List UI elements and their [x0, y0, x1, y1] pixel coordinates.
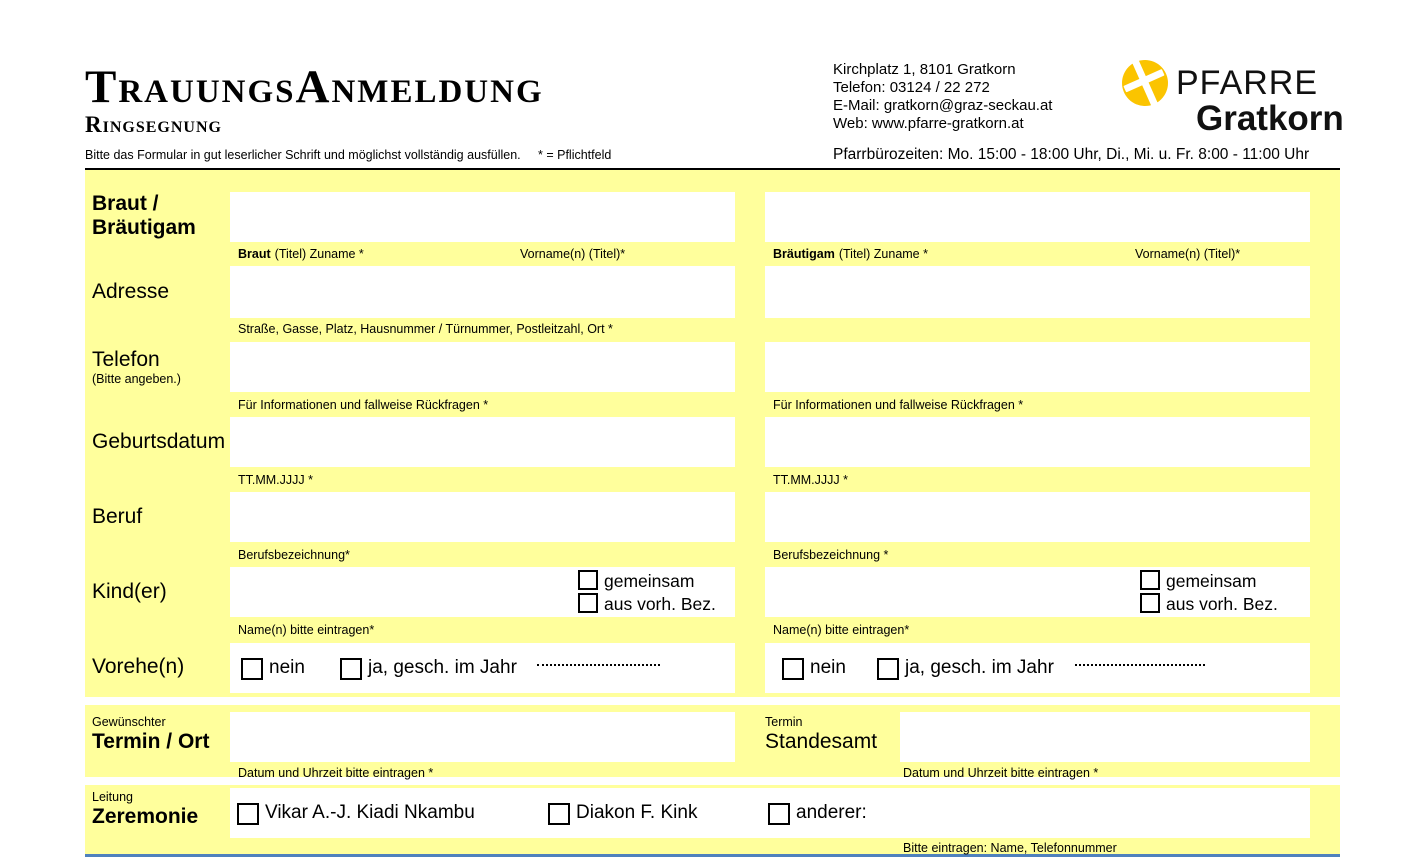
ceremony-option1-label: Vikar A.-J. Kiadi Nkambu — [265, 802, 475, 823]
row-label-date-place: Termin / Ort — [92, 730, 210, 753]
groom-profession-input[interactable] — [765, 492, 1310, 542]
caption-registry-date: Datum und Uhrzeit bitte eintragen * — [903, 766, 1099, 780]
caption-ceremony: Bitte eintragen: Name, Telefonnummer — [903, 841, 1117, 855]
bride-children-input[interactable] — [230, 567, 570, 617]
caption-bride-firstname: Vorname(n) (Titel)* — [520, 247, 626, 261]
row-prelabel-date-place: Gewünschter — [92, 715, 166, 729]
row-label-profession: Beruf — [92, 505, 143, 528]
groom-birthdate-input[interactable] — [765, 417, 1310, 467]
groom-children-together-checkbox[interactable] — [1140, 570, 1160, 590]
registry-date-input[interactable] — [900, 712, 1310, 762]
page-subtitle: Ringsegnung — [85, 112, 222, 137]
row-label-birthdate: Geburtsdatum — [92, 430, 226, 453]
groom-children-previous-label: aus vorh. Bez. — [1166, 594, 1278, 614]
contact-block — [833, 61, 1052, 133]
caption-children-left: Name(n) bitte eintragen* — [238, 623, 375, 637]
caption-phone-left: Für Informationen und fallweise Rückfragen * — [238, 398, 489, 412]
groom-address-input[interactable] — [765, 266, 1310, 318]
caption-bride-name: Braut (Titel) Zuname * — [238, 247, 364, 261]
registry-label: Standesamt — [765, 730, 878, 753]
bride-phone-input[interactable] — [230, 342, 735, 392]
ceremony-other-input[interactable] — [880, 790, 1305, 836]
registry-prelabel: Termin — [765, 715, 803, 729]
bride-children-previous-checkbox[interactable] — [578, 593, 598, 613]
row-sublabel-phone: (Bitte angeben.) — [92, 372, 181, 386]
groom-name-input[interactable] — [765, 192, 1310, 242]
required-field-hint: * = Pflichtfeld — [538, 148, 612, 162]
ceremony-option2-checkbox[interactable] — [548, 803, 570, 825]
contact-phone: Telefon: 03124 / 22 272 — [833, 79, 990, 96]
groom-phone-input[interactable] — [765, 342, 1310, 392]
logo-name-bottom: Gratkorn — [1196, 99, 1344, 138]
ceremony-option1-checkbox[interactable] — [237, 803, 259, 825]
caption-date-place: Datum und Uhrzeit bitte eintragen * — [238, 766, 434, 780]
row-prelabel-ceremony: Leitung — [92, 790, 134, 804]
bride-profession-input[interactable] — [230, 492, 735, 542]
contact-address: Kirchplatz 1, 8101 Gratkorn — [833, 61, 1016, 78]
groom-children-previous-checkbox[interactable] — [1140, 593, 1160, 613]
groom-children-together-label: gemeinsam — [1166, 571, 1257, 591]
groom-children-input[interactable] — [765, 567, 1125, 617]
ceremony-option3-checkbox[interactable] — [768, 803, 790, 825]
bride-children-together-checkbox[interactable] — [578, 570, 598, 590]
bride-previous-marriage-yes-checkbox[interactable] — [340, 658, 362, 680]
bride-name-input[interactable] — [230, 192, 735, 242]
contact-web: Web: www.pfarre-gratkorn.at — [833, 115, 1024, 132]
page-title: TrauungsAnmeldung — [85, 61, 544, 113]
caption-groom-firstname: Vorname(n) (Titel)* — [1135, 247, 1241, 261]
groom-previous-marriage-no-checkbox[interactable] — [782, 658, 804, 680]
fill-instruction-note: Bitte das Formular in gut leserlicher Schrift und möglichst vollständig ausfüllen. — [85, 148, 521, 162]
contact-email: E-Mail: gratkorn@graz-seckau.at — [833, 97, 1053, 114]
bride-children-previous-label: aus vorh. Bez. — [604, 594, 716, 614]
caption-groom-name: Bräutigam (Titel) Zuname * — [773, 247, 928, 261]
bride-previous-marriage-year-line[interactable] — [537, 664, 660, 666]
caption-birthdate-left: TT.MM.JJJJ * — [238, 473, 313, 487]
groom-previous-marriage-no-label: nein — [810, 657, 846, 678]
ceremony-option2-label: Diakon F. Kink — [576, 802, 698, 823]
bride-previous-marriage-no-label: nein — [269, 657, 305, 678]
row-label-phone: Telefon — [92, 348, 160, 371]
bride-previous-marriage-yes-label: ja, gesch. im Jahr — [368, 657, 517, 678]
groom-previous-marriage-year-line[interactable] — [1075, 664, 1205, 666]
bride-children-together-label: gemeinsam — [604, 571, 695, 591]
groom-previous-marriage-yes-checkbox[interactable] — [877, 658, 899, 680]
row-label-couple: Braut / Bräutigam — [92, 192, 196, 239]
caption-address: Straße, Gasse, Platz, Hausnummer / Türnummer, Postleitzahl, Ort * — [238, 322, 613, 336]
caption-phone-right: Für Informationen und fallweise Rückfragen * — [773, 398, 1024, 412]
bride-previous-marriage-no-checkbox[interactable] — [241, 658, 263, 680]
office-hours: Pfarrbürozeiten: Mo. 15:00 - 18:00 Uhr, Di., Mi. u. Fr. 8:00 - 11:00 Uhr — [833, 146, 1310, 163]
wedding-date-place-input[interactable] — [230, 712, 735, 762]
parish-cross-icon — [1119, 58, 1171, 112]
row-label-address: Adresse — [92, 280, 170, 303]
row-label-previous-marriage: Vorehe(n) — [92, 655, 185, 678]
caption-profession-right: Berufsbezeichnung * — [773, 548, 889, 562]
row-label-ceremony: Zeremonie — [92, 805, 199, 828]
caption-profession-left: Berufsbezeichnung* — [238, 548, 350, 562]
bride-birthdate-input[interactable] — [230, 417, 735, 467]
caption-birthdate-right: TT.MM.JJJJ * — [773, 473, 848, 487]
groom-previous-marriage-yes-label: ja, gesch. im Jahr — [905, 657, 1054, 678]
caption-children-right: Name(n) bitte eintragen* — [773, 623, 910, 637]
row-label-children: Kind(er) — [92, 580, 167, 603]
ceremony-option3-label: anderer: — [796, 802, 867, 823]
logo-name-top: PFARRE — [1176, 64, 1319, 102]
bride-address-input[interactable] — [230, 266, 735, 318]
